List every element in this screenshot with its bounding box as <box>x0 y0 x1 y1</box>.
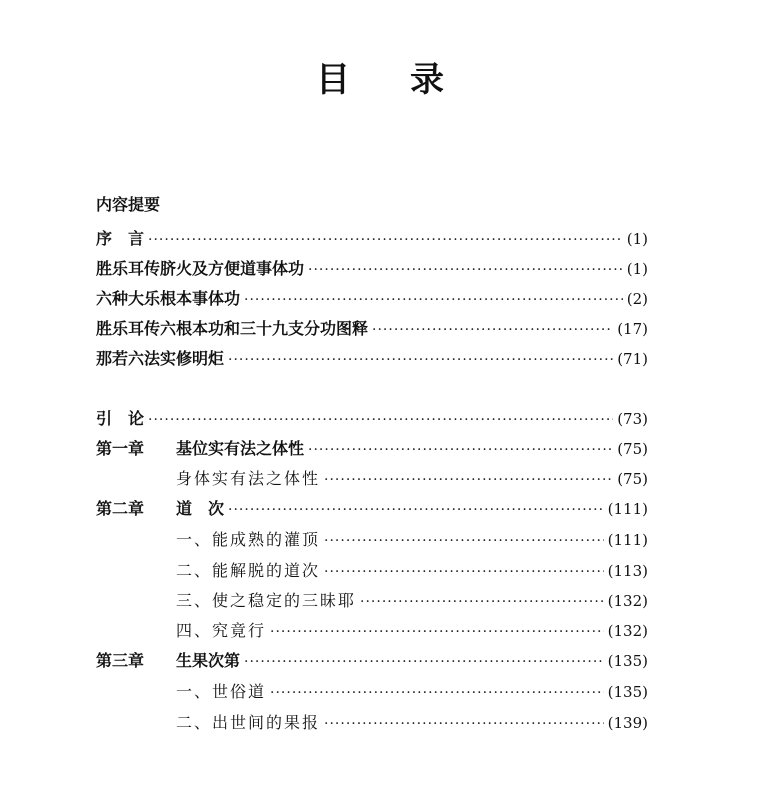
leader-dots <box>308 262 623 278</box>
toc-entry-body-nature[interactable] <box>176 466 648 490</box>
toc-entry-samaya[interactable] <box>176 588 648 612</box>
entry-label: 身体实有法之体性 <box>176 469 321 488</box>
entry-label: 四、究竟行 <box>176 621 267 640</box>
leader-dots <box>360 594 604 610</box>
entry-label: 一、世俗道 <box>176 682 267 701</box>
entry-page: (73) <box>617 410 648 428</box>
entry-label: 道 次 <box>176 499 225 518</box>
toc-entry-navel-fire[interactable] <box>96 256 648 280</box>
leader-dots <box>228 502 604 518</box>
entry-page: (132) <box>607 592 648 610</box>
entry-label: 二、能解脱的道次 <box>176 561 321 580</box>
entry-label: 胜乐耳传脐火及方便道事体功 <box>96 259 305 278</box>
entry-label: 三、使之稳定的三昧耶 <box>176 591 357 610</box>
entry-page: (71) <box>617 350 648 368</box>
toc-entry-preface[interactable] <box>96 226 648 250</box>
entry-label: 一、能成熟的灌顶 <box>176 530 321 549</box>
entry-page: (75) <box>617 440 648 458</box>
entry-label: 引 论 <box>96 409 145 428</box>
entry-label: 基位实有法之体性 <box>176 439 305 458</box>
entry-page: (111) <box>607 500 648 518</box>
leader-dots <box>244 292 623 308</box>
toc-entry-chapter-1[interactable] <box>96 436 648 460</box>
title-char-1: 目 <box>316 60 350 100</box>
toc-entry-chapter-3[interactable] <box>96 648 648 672</box>
chapter-number: 第三章 <box>96 651 145 670</box>
leader-dots <box>148 232 623 248</box>
leader-dots <box>244 654 604 670</box>
entry-page: (139) <box>607 714 648 732</box>
toc-entry-naropa[interactable] <box>96 346 648 370</box>
toc-entry-ultimate-conduct[interactable] <box>176 618 648 642</box>
entry-label: 生果次第 <box>176 651 241 670</box>
leader-dots <box>324 564 604 580</box>
leader-dots <box>308 442 613 458</box>
entry-label: 序 言 <box>96 229 145 248</box>
leader-dots <box>324 716 604 732</box>
toc-entry-supramundane-fruit[interactable] <box>176 710 648 734</box>
entry-label: 胜乐耳传六根本功和三十九支分功图释 <box>96 319 369 338</box>
entry-label: 六种大乐根本事体功 <box>96 289 241 308</box>
entry-label: 二、出世间的果报 <box>176 713 321 732</box>
entry-page: (113) <box>607 562 648 580</box>
leader-dots <box>228 352 613 368</box>
summary-heading: 内容提要 <box>96 195 161 214</box>
entry-page: (111) <box>607 531 648 549</box>
entry-page: (17) <box>617 320 648 338</box>
title-char-2: 录 <box>410 60 444 100</box>
toc-entry-introduction[interactable] <box>96 406 648 430</box>
entry-label: 那若六法实修明炬 <box>96 349 225 368</box>
entry-page: (75) <box>617 470 648 488</box>
chapter-number: 第二章 <box>96 499 145 518</box>
leader-dots <box>324 472 613 488</box>
page-title <box>0 52 760 101</box>
entry-page: (132) <box>607 622 648 640</box>
toc-entry-chapter-2[interactable] <box>96 496 648 520</box>
leader-dots <box>148 412 613 428</box>
toc-entry-mundane-path[interactable] <box>176 679 648 703</box>
leader-dots <box>324 533 604 549</box>
toc-entry-empowerment[interactable] <box>176 527 648 551</box>
toc-entry-six-bliss[interactable] <box>96 286 648 310</box>
chapter-number: 第一章 <box>96 439 145 458</box>
entry-page: (135) <box>607 683 648 701</box>
leader-dots <box>270 685 604 701</box>
toc-entry-liberation-path[interactable] <box>176 558 648 582</box>
toc-entry-six-roots[interactable] <box>96 316 648 340</box>
entry-page: (1) <box>626 230 648 248</box>
entry-page: (2) <box>626 290 648 308</box>
leader-dots <box>270 624 604 640</box>
entry-page: (1) <box>626 260 648 278</box>
entry-page: (135) <box>607 652 648 670</box>
leader-dots <box>372 322 613 338</box>
